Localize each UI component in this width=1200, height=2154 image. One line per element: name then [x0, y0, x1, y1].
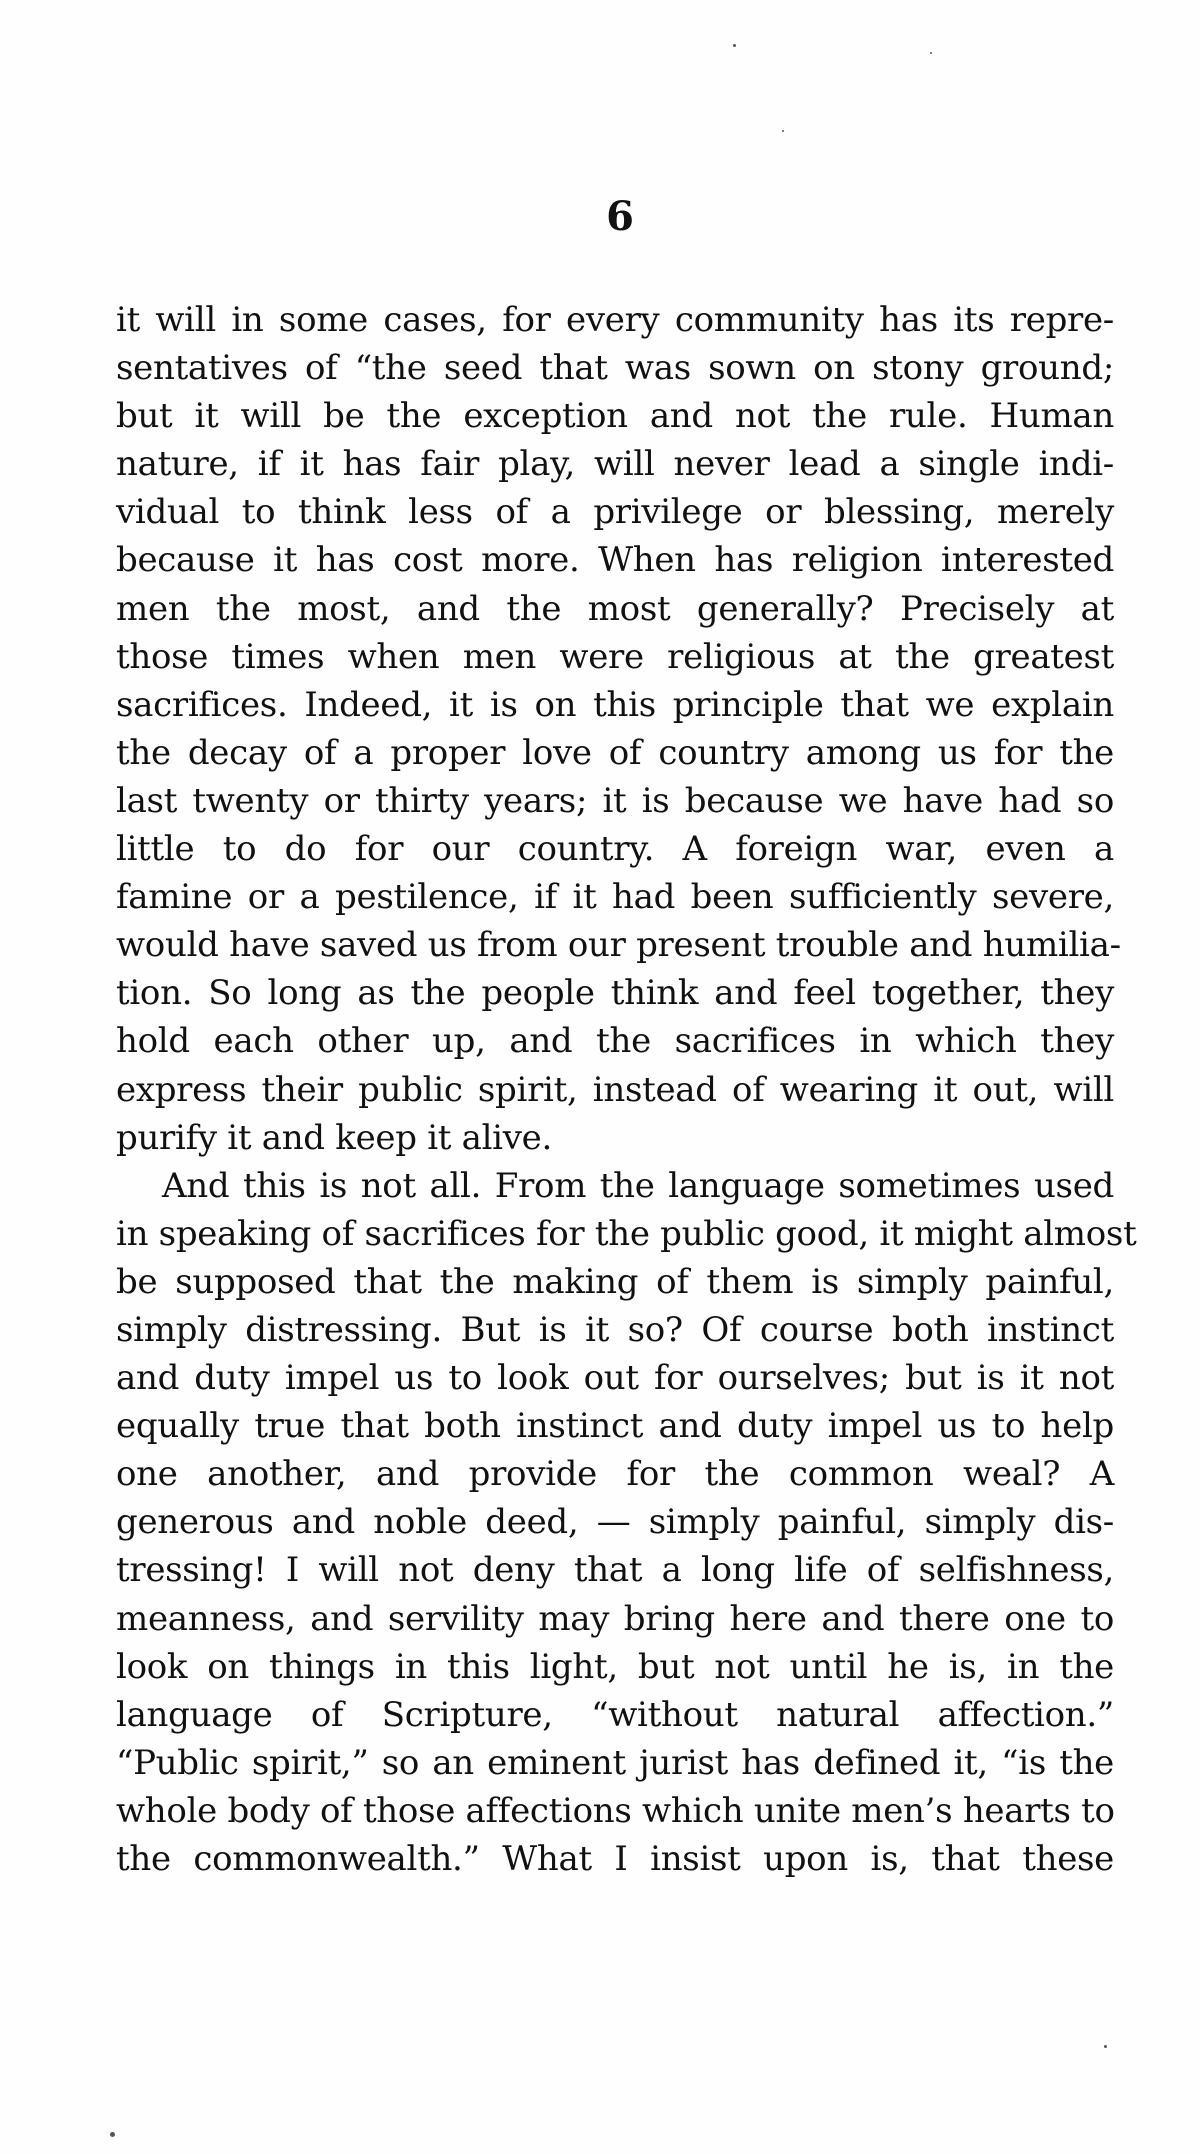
text-line: would have saved us from our present trouble and humilia-	[116, 925, 1121, 966]
page-number: 6	[606, 193, 634, 240]
text-line: the commonwealth.” What I insist upon is, that these	[116, 1839, 1114, 1879]
text-line: one another, and provide for the common weal? A	[116, 1454, 1114, 1495]
text-line: it will in some cases, for every community has its repre-	[116, 300, 1114, 340]
text-line: those times when men were religious at the greatest	[116, 636, 1114, 677]
text-line: the decay of a proper love of country among us for the	[116, 732, 1114, 773]
text-line: nature, if it has fair play, will never lead a single indi-	[116, 444, 1114, 485]
text-line: “Public spirit,” so an eminent jurist has defined it, “is the	[116, 1742, 1114, 1783]
text-line: but it will be the exception and not the rule. Human	[116, 396, 1114, 437]
scan-speck	[930, 52, 932, 54]
text-line: because it has cost more. When has religion interested	[116, 540, 1114, 581]
text-line: vidual to think less of a privilege or blessing, merely	[116, 492, 1114, 533]
text-line: language of Scripture, “without natural affection.”	[116, 1694, 1114, 1735]
text-line: and duty impel us to look out for ourselves; but is it not	[116, 1358, 1114, 1399]
text-line: little to do for our country. A foreign war, even a	[116, 829, 1114, 870]
text-line: be supposed that the making of them is simply painful,	[116, 1261, 1114, 1302]
text-line: men the most, and the most generally? Precisely at	[116, 588, 1114, 629]
scan-speck	[1104, 2045, 1107, 2048]
text-line: look on things in this light, but not until he is, in the	[116, 1646, 1114, 1687]
text-line: sentatives of “the seed that was sown on stony ground;	[116, 348, 1114, 389]
text-line: in speaking of sacrifices for the public good, it might almost	[116, 1213, 1137, 1254]
text-line: whole body of those affections which unite men’s hearts to	[116, 1790, 1115, 1831]
scan-speck	[110, 2132, 115, 2137]
text-line: tressing! I will not deny that a long life of selfishness,	[116, 1550, 1114, 1591]
text-line: meanness, and servility may bring here and there one to	[116, 1598, 1114, 1639]
scan-speck	[733, 44, 736, 47]
text-line: sacrifices. Indeed, it is on this principle that we explain	[116, 684, 1114, 725]
scan-speck	[782, 130, 784, 132]
text-line: tion. So long as the people think and feel together, they	[116, 973, 1114, 1014]
text-line: And this is not all. From the language sometimes used	[162, 1165, 1114, 1206]
text-line: last twenty or thirty years; it is because we have had so	[116, 780, 1114, 821]
text-line: simply distressing. But is it so? Of course both instinct	[116, 1309, 1114, 1350]
text-line: generous and noble deed, — simply painful, simply dis-	[116, 1502, 1114, 1543]
body-text	[116, 296, 1137, 1883]
text-line: equally true that both instinct and duty impel us to help	[116, 1406, 1114, 1447]
text-line: famine or a pestilence, if it had been sufficiently severe,	[116, 877, 1114, 918]
text-line: hold each other up, and the sacrifices in which they	[116, 1021, 1114, 1062]
text-line: express their public spirit, instead of wearing it out, will	[116, 1069, 1114, 1110]
text-line: purify it and keep it alive.	[116, 1117, 552, 1158]
